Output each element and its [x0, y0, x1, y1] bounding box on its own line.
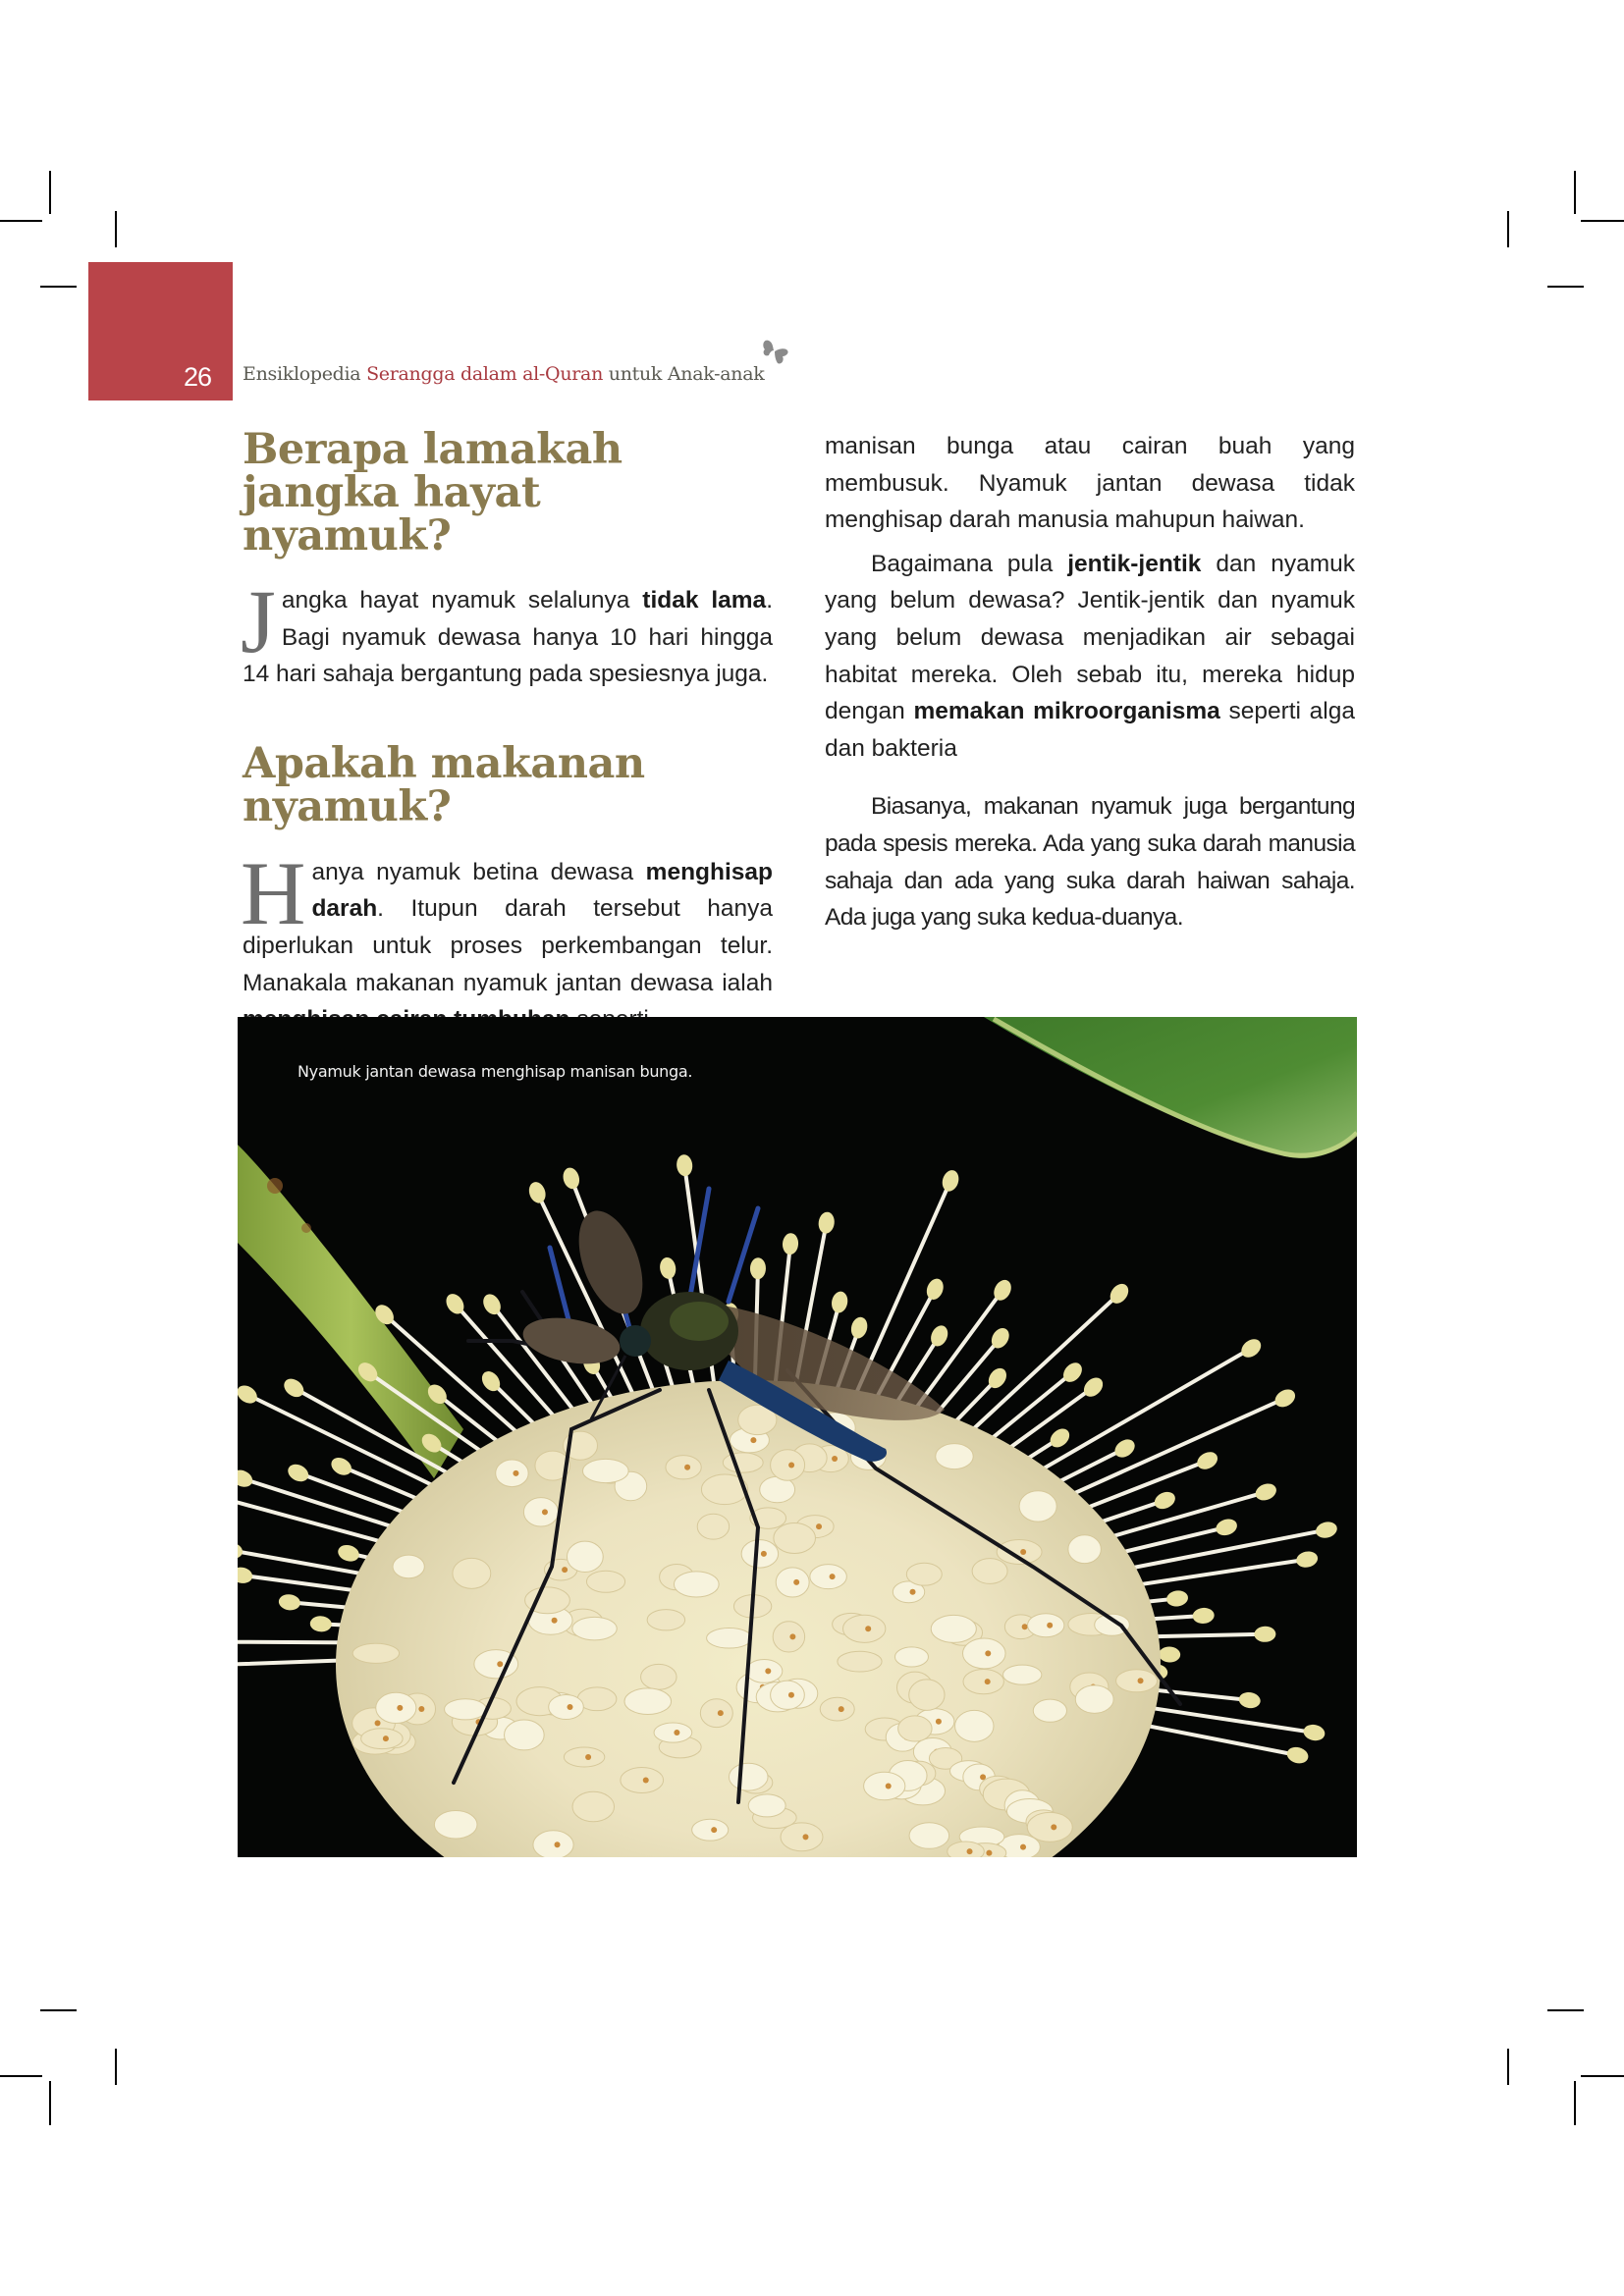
crop-mark	[1507, 2049, 1509, 2085]
floret-anther	[375, 1720, 381, 1726]
crop-mark	[1574, 171, 1576, 214]
text-run: anya nyamuk betina dewasa	[311, 858, 646, 885]
section-heading: Berapa lamakah jangka hayat nyamuk?	[243, 425, 623, 561]
floret-anther	[750, 1437, 756, 1443]
crop-mark	[1581, 2075, 1624, 2077]
floret-anther	[802, 1834, 808, 1840]
floret	[1116, 1670, 1158, 1692]
floret-anther	[497, 1661, 503, 1667]
floret	[843, 1615, 886, 1642]
floret	[771, 1450, 805, 1481]
floret	[666, 1456, 701, 1479]
floret	[352, 1643, 399, 1663]
crop-mark	[1507, 211, 1509, 247]
floret	[936, 1444, 973, 1469]
floret-anther	[832, 1456, 838, 1462]
text-run: . Bagi nyamuk dewasa hanya 10 hari hingga 14 hari sahaja bergantung pada spesiesnya juga.	[243, 587, 773, 688]
text-column-left	[241, 425, 773, 1039]
floret	[624, 1688, 672, 1715]
floret	[641, 1664, 677, 1689]
floret	[572, 1791, 615, 1821]
floret-anther	[585, 1754, 591, 1760]
crop-mark	[1547, 286, 1584, 288]
drop-cap: H	[241, 842, 306, 943]
photo-mosquito-on-flower	[238, 1017, 1357, 1857]
floret	[820, 1697, 854, 1721]
butterfly-icon	[759, 337, 792, 370]
floret	[1033, 1699, 1066, 1722]
section-heading: Apakah makanan nyamuk?	[243, 738, 645, 831]
floret	[567, 1541, 603, 1572]
floret	[1027, 1812, 1072, 1842]
floret	[972, 1559, 1007, 1584]
floret	[773, 1622, 804, 1652]
floret	[894, 1647, 928, 1667]
text-run: Biasanya, makanan nyamuk juga bergantung pada spesis mereka. Ada yang suka darah manusia sahaja dan ada yang suka darah haiwan sahaja. Ada juga yang suka kedua-duanya.	[825, 793, 1355, 932]
floret	[496, 1460, 528, 1487]
floret-anther	[397, 1705, 403, 1711]
floret	[697, 1514, 729, 1539]
text-run: . Itupun darah tersebut hanya diperlukan untuk proses perkembangan telur. Manakala makanan nyamuk jantan dewasa ialah	[243, 895, 773, 996]
floret-anther	[1051, 1824, 1056, 1830]
floret	[361, 1729, 404, 1749]
floret	[586, 1571, 624, 1592]
running-header	[243, 363, 764, 385]
floret	[838, 1651, 882, 1672]
floret	[898, 1716, 932, 1741]
floret	[523, 1498, 558, 1526]
paragraph	[825, 788, 1355, 935]
floret-anther	[765, 1668, 771, 1674]
floret	[947, 1842, 985, 1857]
floret	[723, 1453, 763, 1472]
floret-anther	[839, 1706, 844, 1712]
floret	[1003, 1665, 1042, 1684]
floret-anther	[1020, 1844, 1026, 1850]
floret-anther	[816, 1523, 822, 1529]
crop-mark	[49, 2081, 51, 2125]
floret-anther	[761, 1551, 767, 1557]
floret	[741, 1540, 779, 1568]
paragraph	[241, 571, 773, 693]
floret	[810, 1565, 847, 1589]
floret	[393, 1555, 424, 1578]
floret-anther	[788, 1463, 794, 1468]
floret	[963, 1638, 1006, 1669]
bold-text-run: memakan mikroorganisma	[913, 698, 1220, 725]
floret	[864, 1772, 905, 1800]
text-run: angka hayat nyamuk selalunya	[281, 587, 643, 614]
floret	[621, 1768, 664, 1793]
floret	[572, 1617, 617, 1640]
photo-caption: Nyamuk jantan dewasa menghisap manisan bunga.	[298, 1062, 693, 1081]
text-run: seperti alga dan bakteria	[825, 698, 1355, 762]
paragraph	[241, 842, 773, 1039]
floret	[906, 1563, 942, 1585]
floret	[700, 1699, 732, 1728]
running-header-prefix: Ensiklopedia	[243, 363, 367, 385]
floret-anther	[1138, 1678, 1144, 1683]
floret	[746, 1660, 783, 1683]
floret-anther	[1047, 1623, 1053, 1629]
floret-anther	[513, 1470, 518, 1476]
crop-mark	[115, 2049, 117, 2085]
floret	[748, 1794, 785, 1817]
bold-text-run: jentik-jentik	[1067, 550, 1202, 577]
floret-anther	[568, 1704, 573, 1710]
floret-anther	[718, 1710, 724, 1716]
floret-anther	[886, 1784, 892, 1789]
floret	[692, 1819, 729, 1841]
floret	[647, 1610, 684, 1630]
page-number-tab	[88, 262, 233, 400]
floret	[582, 1459, 628, 1482]
floret-anther	[1020, 1549, 1026, 1555]
floret-anther	[418, 1706, 424, 1712]
running-header-accent: Serangga dalam al-Quran	[366, 363, 604, 385]
floret-anther	[936, 1719, 942, 1725]
floret-anther	[1022, 1624, 1028, 1629]
floret-anther	[562, 1567, 568, 1573]
paragraph	[825, 546, 1355, 768]
floret-anther	[793, 1579, 799, 1585]
crop-mark	[40, 286, 77, 288]
floret-anther	[986, 1850, 992, 1856]
floret	[1075, 1685, 1113, 1713]
crop-mark	[1581, 220, 1624, 222]
running-header-suffix: untuk Anak-anak	[603, 363, 765, 385]
floret-anther	[788, 1692, 794, 1698]
paragraph	[825, 428, 1355, 539]
crop-mark	[0, 220, 42, 222]
floret	[445, 1699, 487, 1720]
floret-anther	[684, 1465, 690, 1470]
text-run: Bagaimana pula	[871, 550, 1068, 577]
text-run: manisan bunga atau cairan buah yang membusuk. Nyamuk jantan dewasa tidak menghisap darah manusia mahupun haiwan.	[825, 433, 1355, 534]
floret	[564, 1747, 604, 1767]
text-column-right	[825, 428, 1355, 936]
floret	[1019, 1491, 1056, 1522]
floret-anther	[910, 1589, 916, 1595]
page-number: 26	[183, 362, 211, 392]
floret	[729, 1763, 768, 1790]
floret	[771, 1681, 805, 1709]
floret	[909, 1680, 945, 1711]
floret-anther	[552, 1618, 558, 1624]
floret-anther	[865, 1626, 871, 1631]
crop-mark	[0, 2075, 42, 2077]
drop-cap: J	[241, 571, 276, 671]
photo-illustration	[238, 1017, 1357, 1857]
floret-anther	[674, 1730, 679, 1735]
floret	[434, 1811, 477, 1839]
floret	[1068, 1535, 1101, 1564]
crop-mark	[40, 2009, 77, 2011]
floret-anther	[711, 1827, 717, 1833]
floret-anther	[967, 1848, 973, 1854]
bold-text-run: tidak lama	[642, 587, 767, 614]
floret	[997, 1540, 1042, 1565]
floret	[931, 1615, 976, 1642]
floret	[453, 1558, 491, 1588]
floret-anther	[383, 1735, 389, 1741]
crop-mark	[1574, 2081, 1576, 2125]
floret	[533, 1831, 573, 1857]
floret-anther	[985, 1679, 991, 1684]
floret	[1028, 1614, 1064, 1637]
floret	[774, 1522, 816, 1553]
floret	[909, 1823, 949, 1849]
floret	[549, 1694, 584, 1719]
bold-text-run: menghisap darah	[311, 858, 773, 923]
crop-mark	[49, 171, 51, 214]
floret	[776, 1568, 809, 1597]
crop-mark	[115, 211, 117, 247]
floret	[376, 1692, 416, 1723]
floret	[674, 1572, 719, 1597]
floret-anther	[555, 1842, 561, 1847]
floret	[505, 1720, 545, 1750]
floret-anther	[542, 1509, 548, 1515]
floret	[963, 1669, 1003, 1693]
floret-anther	[985, 1650, 991, 1656]
crop-mark	[1547, 2009, 1584, 2011]
floret	[654, 1723, 692, 1742]
floret	[955, 1710, 994, 1741]
floret-anther	[643, 1777, 649, 1783]
text-run: dan nyamuk yang belum dewasa? Jentik-jentik dan nyamuk yang belum dewasa menjadikan air sebagai habitat mereka. Oleh sebab itu, mereka hidup dengan	[825, 550, 1355, 725]
floret-anther	[830, 1574, 836, 1579]
floret-anther	[789, 1633, 795, 1639]
floret	[707, 1628, 752, 1648]
